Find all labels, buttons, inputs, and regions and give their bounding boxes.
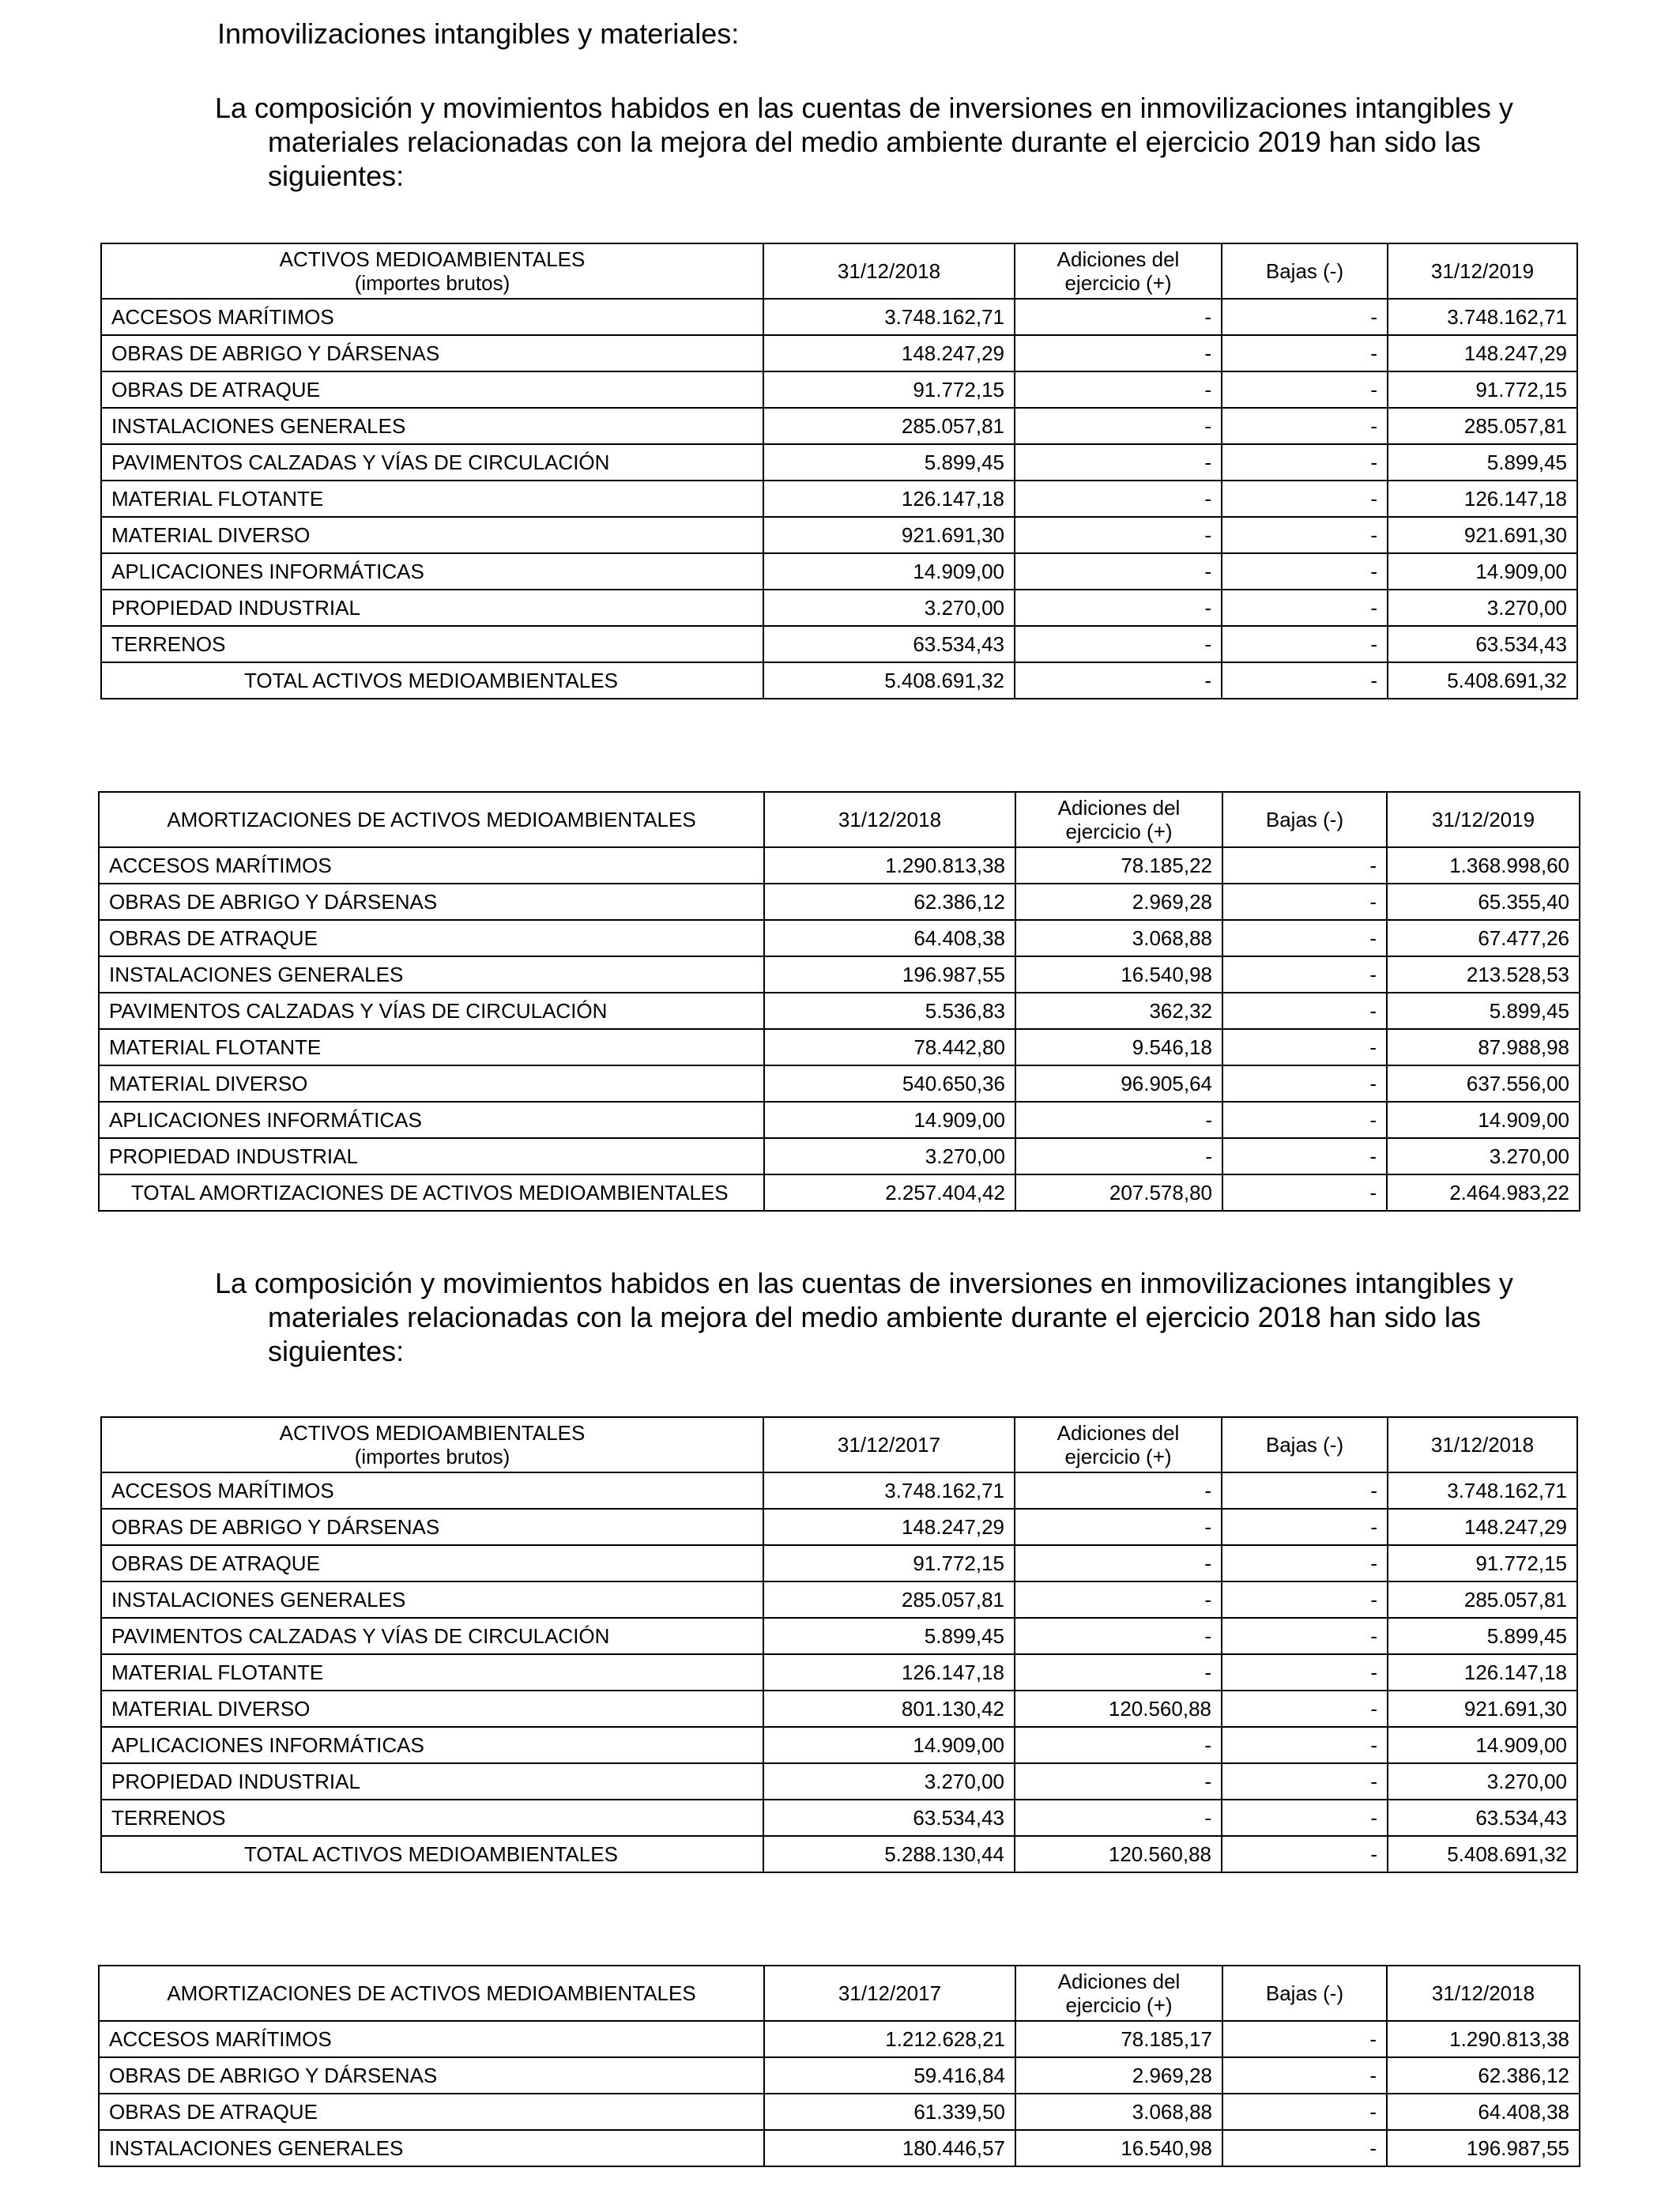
table-row bbox=[101, 1763, 1577, 1800]
table-total-row bbox=[101, 1836, 1577, 1872]
table-row bbox=[101, 335, 1577, 371]
column-header-concept: ACTIVOS MEDIOAMBIENTALES (importes brutos) bbox=[101, 243, 763, 299]
column-header-concept: AMORTIZACIONES DE ACTIVOS MEDIOAMBIENTALES bbox=[99, 792, 764, 847]
cell-closing-balance: 3.270,00 bbox=[1388, 590, 1577, 626]
cell-closing-balance: 65.355,40 bbox=[1387, 884, 1580, 920]
cell-opening-balance: 3.270,00 bbox=[764, 1138, 1015, 1174]
cell-additions: - bbox=[1015, 517, 1222, 553]
cell-closing-balance: 64.408,38 bbox=[1387, 2094, 1580, 2130]
cell-concept: OBRAS DE ABRIGO Y DÁRSENAS bbox=[101, 1509, 763, 1545]
cell-additions: 120.560,88 bbox=[1015, 1691, 1222, 1727]
table-row bbox=[99, 1029, 1580, 1065]
cell-concept: OBRAS DE ATRAQUE bbox=[101, 371, 763, 408]
cell-concept: TOTAL ACTIVOS MEDIOAMBIENTALES bbox=[101, 662, 763, 699]
cell-opening-balance: 61.339,50 bbox=[764, 2094, 1015, 2130]
table-row bbox=[101, 590, 1577, 626]
cell-disposals: - bbox=[1222, 2130, 1387, 2166]
cell-closing-balance: 62.386,12 bbox=[1387, 2057, 1580, 2094]
cell-disposals: - bbox=[1222, 553, 1388, 590]
cell-concept: TOTAL ACTIVOS MEDIOAMBIENTALES bbox=[101, 1836, 763, 1872]
cell-concept: APLICACIONES INFORMÁTICAS bbox=[101, 553, 763, 590]
cell-concept: TERRENOS bbox=[101, 626, 763, 662]
cell-closing-balance: 148.247,29 bbox=[1388, 1509, 1577, 1545]
cell-closing-balance: 5.899,45 bbox=[1388, 1618, 1577, 1654]
cell-disposals: - bbox=[1222, 1836, 1388, 1872]
table-row bbox=[101, 1727, 1577, 1763]
table-row bbox=[99, 956, 1580, 993]
cell-opening-balance: 5.899,45 bbox=[763, 444, 1015, 481]
table-row bbox=[99, 2021, 1580, 2057]
cell-additions: 120.560,88 bbox=[1015, 1836, 1222, 1872]
cell-additions: 3.068,88 bbox=[1015, 920, 1222, 956]
cell-concept: ACCESOS MARÍTIMOS bbox=[99, 2021, 764, 2057]
cell-closing-balance: 148.247,29 bbox=[1388, 335, 1577, 371]
cell-disposals: - bbox=[1222, 299, 1388, 335]
cell-additions: - bbox=[1015, 1800, 1222, 1836]
cell-closing-balance: 921.691,30 bbox=[1388, 1691, 1577, 1727]
cell-additions: - bbox=[1015, 408, 1222, 444]
cell-opening-balance: 63.534,43 bbox=[763, 626, 1015, 662]
cell-disposals: - bbox=[1222, 1509, 1388, 1545]
cell-disposals: - bbox=[1222, 1029, 1387, 1065]
column-header-additions: Adiciones del ejercicio (+) bbox=[1015, 243, 1222, 299]
cell-concept: INSTALACIONES GENERALES bbox=[101, 1581, 763, 1618]
column-header-additions: Adiciones del ejercicio (+) bbox=[1015, 792, 1222, 847]
cell-additions: 362,32 bbox=[1015, 993, 1222, 1029]
cell-additions: - bbox=[1015, 626, 1222, 662]
cell-disposals: - bbox=[1222, 626, 1388, 662]
column-header-disposals: Bajas (-) bbox=[1222, 1417, 1388, 1472]
cell-concept: OBRAS DE ABRIGO Y DÁRSENAS bbox=[99, 884, 764, 920]
cell-opening-balance: 3.748.162,71 bbox=[763, 1472, 1015, 1509]
cell-opening-balance: 5.288.130,44 bbox=[763, 1836, 1015, 1872]
cell-additions: - bbox=[1015, 1763, 1222, 1800]
column-header-closing-balance: 31/12/2019 bbox=[1388, 243, 1577, 299]
cell-concept: APLICACIONES INFORMÁTICAS bbox=[99, 1102, 764, 1138]
table-header-row bbox=[99, 1966, 1580, 2021]
cell-opening-balance: 180.446,57 bbox=[764, 2130, 1015, 2166]
column-header-disposals: Bajas (-) bbox=[1222, 243, 1388, 299]
cell-disposals: - bbox=[1222, 2094, 1387, 2130]
cell-additions: - bbox=[1015, 299, 1222, 335]
cell-opening-balance: 285.057,81 bbox=[763, 1581, 1015, 1618]
cell-opening-balance: 14.909,00 bbox=[763, 553, 1015, 590]
cell-additions: - bbox=[1015, 1102, 1222, 1138]
table-row bbox=[101, 1800, 1577, 1836]
table-header-row bbox=[101, 1417, 1577, 1472]
cell-concept: PAVIMENTOS CALZADAS Y VÍAS DE CIRCULACIÓN bbox=[101, 1618, 763, 1654]
column-header-additions: Adiciones del ejercicio (+) bbox=[1015, 1966, 1222, 2021]
cell-concept: MATERIAL FLOTANTE bbox=[101, 1654, 763, 1691]
column-header-additions: Adiciones del ejercicio (+) bbox=[1015, 1417, 1222, 1472]
cell-disposals: - bbox=[1222, 847, 1387, 884]
cell-opening-balance: 64.408,38 bbox=[764, 920, 1015, 956]
cell-concept: PAVIMENTOS CALZADAS Y VÍAS DE CIRCULACIÓN bbox=[101, 444, 763, 481]
table-row bbox=[99, 2057, 1580, 2094]
table-row bbox=[101, 371, 1577, 408]
intro-paragraph-2018: La composición y movimientos habidos en las cuentas de inversiones en inmovilizaciones intangibles y materiales relacionadas con la mejora del medio ambiente durante el ejercicio 2018 han sido las siguientes: bbox=[215, 1267, 1513, 1367]
cell-additions: - bbox=[1015, 590, 1222, 626]
cell-additions: - bbox=[1015, 662, 1222, 699]
cell-closing-balance: 126.147,18 bbox=[1388, 481, 1577, 517]
cell-concept: ACCESOS MARÍTIMOS bbox=[101, 1472, 763, 1509]
amortizaciones-2019-table bbox=[98, 791, 1580, 1212]
column-header-disposals: Bajas (-) bbox=[1222, 792, 1387, 847]
cell-additions: - bbox=[1015, 481, 1222, 517]
cell-opening-balance: 126.147,18 bbox=[763, 1654, 1015, 1691]
column-header-closing-balance: 31/12/2019 bbox=[1387, 792, 1580, 847]
table-row bbox=[101, 1545, 1577, 1581]
cell-additions: - bbox=[1015, 444, 1222, 481]
activos-2019-table bbox=[100, 243, 1578, 699]
table-row bbox=[101, 1691, 1577, 1727]
cell-concept: MATERIAL DIVERSO bbox=[99, 1065, 764, 1102]
cell-disposals: - bbox=[1222, 993, 1387, 1029]
cell-opening-balance: 91.772,15 bbox=[763, 371, 1015, 408]
table-row bbox=[99, 2094, 1580, 2130]
table-row bbox=[101, 1654, 1577, 1691]
cell-concept: PAVIMENTOS CALZADAS Y VÍAS DE CIRCULACIÓN bbox=[99, 993, 764, 1029]
table-total-row bbox=[101, 662, 1577, 699]
table-row bbox=[99, 993, 1580, 1029]
cell-opening-balance: 78.442,80 bbox=[764, 1029, 1015, 1065]
cell-opening-balance: 540.650,36 bbox=[764, 1065, 1015, 1102]
cell-additions: 9.546,18 bbox=[1015, 1029, 1222, 1065]
table-row bbox=[101, 444, 1577, 481]
cell-opening-balance: 5.536,83 bbox=[764, 993, 1015, 1029]
cell-disposals: - bbox=[1222, 1065, 1387, 1102]
intro-paragraph-2019: La composición y movimientos habidos en las cuentas de inversiones en inmovilizaciones intangibles y materiales relacionadas con la mejora del medio ambiente durante el ejercicio 2019 han sido las siguientes: bbox=[215, 92, 1513, 192]
cell-opening-balance: 3.270,00 bbox=[763, 1763, 1015, 1800]
table-row bbox=[101, 1581, 1577, 1618]
activos-2018-table bbox=[100, 1416, 1578, 1873]
table-row bbox=[101, 481, 1577, 517]
column-header-disposals: Bajas (-) bbox=[1222, 1966, 1387, 2021]
cell-disposals: - bbox=[1222, 1174, 1387, 1211]
cell-additions: - bbox=[1015, 553, 1222, 590]
cell-disposals: - bbox=[1222, 1763, 1388, 1800]
cell-opening-balance: 801.130,42 bbox=[763, 1691, 1015, 1727]
cell-concept: TOTAL AMORTIZACIONES DE ACTIVOS MEDIOAMBIENTALES bbox=[99, 1174, 764, 1211]
cell-closing-balance: 91.772,15 bbox=[1388, 1545, 1577, 1581]
cell-closing-balance: 1.290.813,38 bbox=[1387, 2021, 1580, 2057]
cell-concept: PROPIEDAD INDUSTRIAL bbox=[101, 1763, 763, 1800]
cell-closing-balance: 87.988,98 bbox=[1387, 1029, 1580, 1065]
cell-opening-balance: 921.691,30 bbox=[763, 517, 1015, 553]
column-header-closing-balance: 31/12/2018 bbox=[1387, 1966, 1580, 2021]
cell-concept: OBRAS DE ABRIGO Y DÁRSENAS bbox=[99, 2057, 764, 2094]
cell-additions: 2.969,28 bbox=[1015, 884, 1222, 920]
cell-concept: MATERIAL FLOTANTE bbox=[101, 481, 763, 517]
cell-additions: 207.578,80 bbox=[1015, 1174, 1222, 1211]
cell-disposals: - bbox=[1222, 1691, 1388, 1727]
cell-additions: 78.185,22 bbox=[1015, 847, 1222, 884]
cell-disposals: - bbox=[1222, 1618, 1388, 1654]
cell-closing-balance: 3.748.162,71 bbox=[1388, 1472, 1577, 1509]
cell-disposals: - bbox=[1222, 884, 1387, 920]
cell-disposals: - bbox=[1222, 371, 1388, 408]
cell-closing-balance: 67.477,26 bbox=[1387, 920, 1580, 956]
cell-disposals: - bbox=[1222, 1800, 1388, 1836]
amortizaciones-2018-table bbox=[98, 1965, 1580, 2167]
cell-disposals: - bbox=[1222, 1138, 1387, 1174]
table-row bbox=[101, 299, 1577, 335]
cell-concept: APLICACIONES INFORMÁTICAS bbox=[101, 1727, 763, 1763]
table-row bbox=[99, 1138, 1580, 1174]
table-header-row bbox=[101, 243, 1577, 299]
table-total-row bbox=[99, 1174, 1580, 1211]
cell-opening-balance: 63.534,43 bbox=[763, 1800, 1015, 1836]
cell-closing-balance: 5.408.691,32 bbox=[1388, 662, 1577, 699]
column-header-opening-balance: 31/12/2017 bbox=[764, 1966, 1015, 2021]
cell-disposals: - bbox=[1222, 335, 1388, 371]
cell-opening-balance: 5.408.691,32 bbox=[763, 662, 1015, 699]
cell-additions: 3.068,88 bbox=[1015, 2094, 1222, 2130]
cell-disposals: - bbox=[1222, 1581, 1388, 1618]
column-header-concept: AMORTIZACIONES DE ACTIVOS MEDIOAMBIENTALES bbox=[99, 1966, 764, 2021]
cell-closing-balance: 14.909,00 bbox=[1388, 553, 1577, 590]
table-row bbox=[101, 1509, 1577, 1545]
cell-concept: MATERIAL DIVERSO bbox=[101, 1691, 763, 1727]
cell-concept: OBRAS DE ABRIGO Y DÁRSENAS bbox=[101, 335, 763, 371]
cell-disposals: - bbox=[1222, 1727, 1388, 1763]
cell-opening-balance: 3.270,00 bbox=[763, 590, 1015, 626]
cell-closing-balance: 3.270,00 bbox=[1387, 1138, 1580, 1174]
cell-opening-balance: 3.748.162,71 bbox=[763, 299, 1015, 335]
column-header-opening-balance: 31/12/2018 bbox=[764, 792, 1015, 847]
cell-concept: MATERIAL DIVERSO bbox=[101, 517, 763, 553]
cell-additions: - bbox=[1015, 1509, 1222, 1545]
table-row bbox=[99, 884, 1580, 920]
cell-disposals: - bbox=[1222, 590, 1388, 626]
cell-closing-balance: 5.408.691,32 bbox=[1388, 1836, 1577, 1872]
cell-closing-balance: 2.464.983,22 bbox=[1387, 1174, 1580, 1211]
cell-disposals: - bbox=[1222, 1102, 1387, 1138]
cell-additions: - bbox=[1015, 1472, 1222, 1509]
cell-concept: ACCESOS MARÍTIMOS bbox=[101, 299, 763, 335]
cell-disposals: - bbox=[1222, 517, 1388, 553]
cell-closing-balance: 5.899,45 bbox=[1388, 444, 1577, 481]
cell-disposals: - bbox=[1222, 2021, 1387, 2057]
cell-concept: PROPIEDAD INDUSTRIAL bbox=[101, 590, 763, 626]
cell-additions: - bbox=[1015, 1727, 1222, 1763]
cell-disposals: - bbox=[1222, 481, 1388, 517]
cell-disposals: - bbox=[1222, 444, 1388, 481]
cell-closing-balance: 126.147,18 bbox=[1388, 1654, 1577, 1691]
cell-concept: TERRENOS bbox=[101, 1800, 763, 1836]
cell-closing-balance: 3.748.162,71 bbox=[1388, 299, 1577, 335]
table-row bbox=[99, 920, 1580, 956]
cell-concept: OBRAS DE ATRAQUE bbox=[101, 1545, 763, 1581]
cell-additions: - bbox=[1015, 1581, 1222, 1618]
cell-opening-balance: 126.147,18 bbox=[763, 481, 1015, 517]
cell-closing-balance: 196.987,55 bbox=[1387, 2130, 1580, 2166]
table-row bbox=[101, 408, 1577, 444]
cell-closing-balance: 285.057,81 bbox=[1388, 1581, 1577, 1618]
cell-opening-balance: 148.247,29 bbox=[763, 1509, 1015, 1545]
cell-opening-balance: 62.386,12 bbox=[764, 884, 1015, 920]
cell-disposals: - bbox=[1222, 2057, 1387, 2094]
cell-concept: INSTALACIONES GENERALES bbox=[99, 956, 764, 993]
cell-additions: 2.969,28 bbox=[1015, 2057, 1222, 2094]
cell-closing-balance: 1.368.998,60 bbox=[1387, 847, 1580, 884]
cell-concept: OBRAS DE ATRAQUE bbox=[99, 920, 764, 956]
cell-additions: 78.185,17 bbox=[1015, 2021, 1222, 2057]
cell-opening-balance: 5.899,45 bbox=[763, 1618, 1015, 1654]
cell-disposals: - bbox=[1222, 1545, 1388, 1581]
table-row bbox=[101, 626, 1577, 662]
cell-disposals: - bbox=[1222, 408, 1388, 444]
cell-additions: - bbox=[1015, 1138, 1222, 1174]
cell-closing-balance: 921.691,30 bbox=[1388, 517, 1577, 553]
table-header-row bbox=[99, 792, 1580, 847]
cell-opening-balance: 1.290.813,38 bbox=[764, 847, 1015, 884]
cell-additions: - bbox=[1015, 1654, 1222, 1691]
cell-closing-balance: 3.270,00 bbox=[1388, 1763, 1577, 1800]
table-row bbox=[101, 517, 1577, 553]
cell-closing-balance: 63.534,43 bbox=[1388, 626, 1577, 662]
cell-concept: MATERIAL FLOTANTE bbox=[99, 1029, 764, 1065]
cell-disposals: - bbox=[1222, 1654, 1388, 1691]
cell-opening-balance: 1.212.628,21 bbox=[764, 2021, 1015, 2057]
cell-closing-balance: 637.556,00 bbox=[1387, 1065, 1580, 1102]
cell-additions: - bbox=[1015, 1618, 1222, 1654]
column-header-closing-balance: 31/12/2018 bbox=[1388, 1417, 1577, 1472]
column-header-opening-balance: 31/12/2017 bbox=[763, 1417, 1015, 1472]
cell-additions: - bbox=[1015, 371, 1222, 408]
cell-opening-balance: 2.257.404,42 bbox=[764, 1174, 1015, 1211]
cell-opening-balance: 59.416,84 bbox=[764, 2057, 1015, 2094]
table-row bbox=[99, 1102, 1580, 1138]
cell-concept: PROPIEDAD INDUSTRIAL bbox=[99, 1138, 764, 1174]
column-header-concept: ACTIVOS MEDIOAMBIENTALES (importes brutos) bbox=[101, 1417, 763, 1472]
cell-closing-balance: 91.772,15 bbox=[1388, 371, 1577, 408]
table-row bbox=[99, 1065, 1580, 1102]
cell-opening-balance: 14.909,00 bbox=[764, 1102, 1015, 1138]
cell-closing-balance: 5.899,45 bbox=[1387, 993, 1580, 1029]
cell-concept: ACCESOS MARÍTIMOS bbox=[99, 847, 764, 884]
cell-closing-balance: 14.909,00 bbox=[1388, 1727, 1577, 1763]
cell-closing-balance: 63.534,43 bbox=[1388, 1800, 1577, 1836]
cell-concept: OBRAS DE ATRAQUE bbox=[99, 2094, 764, 2130]
cell-opening-balance: 91.772,15 bbox=[763, 1545, 1015, 1581]
cell-disposals: - bbox=[1222, 662, 1388, 699]
cell-closing-balance: 14.909,00 bbox=[1387, 1102, 1580, 1138]
cell-closing-balance: 213.528,53 bbox=[1387, 956, 1580, 993]
table-row bbox=[101, 1618, 1577, 1654]
cell-opening-balance: 285.057,81 bbox=[763, 408, 1015, 444]
cell-additions: 16.540,98 bbox=[1015, 956, 1222, 993]
cell-additions: 96.905,64 bbox=[1015, 1065, 1222, 1102]
table-row bbox=[101, 1472, 1577, 1509]
table-row bbox=[99, 2130, 1580, 2166]
table-row bbox=[99, 847, 1580, 884]
cell-additions: - bbox=[1015, 335, 1222, 371]
cell-concept: INSTALACIONES GENERALES bbox=[101, 408, 763, 444]
cell-additions: - bbox=[1015, 1545, 1222, 1581]
cell-closing-balance: 285.057,81 bbox=[1388, 408, 1577, 444]
table-row bbox=[101, 553, 1577, 590]
cell-opening-balance: 196.987,55 bbox=[764, 956, 1015, 993]
cell-disposals: - bbox=[1222, 1472, 1388, 1509]
cell-additions: 16.540,98 bbox=[1015, 2130, 1222, 2166]
cell-concept: INSTALACIONES GENERALES bbox=[99, 2130, 764, 2166]
cell-opening-balance: 148.247,29 bbox=[763, 335, 1015, 371]
cell-disposals: - bbox=[1222, 956, 1387, 993]
section-heading: Inmovilizaciones intangibles y materiales: bbox=[217, 17, 740, 50]
column-header-opening-balance: 31/12/2018 bbox=[763, 243, 1015, 299]
cell-disposals: - bbox=[1222, 920, 1387, 956]
cell-opening-balance: 14.909,00 bbox=[763, 1727, 1015, 1763]
